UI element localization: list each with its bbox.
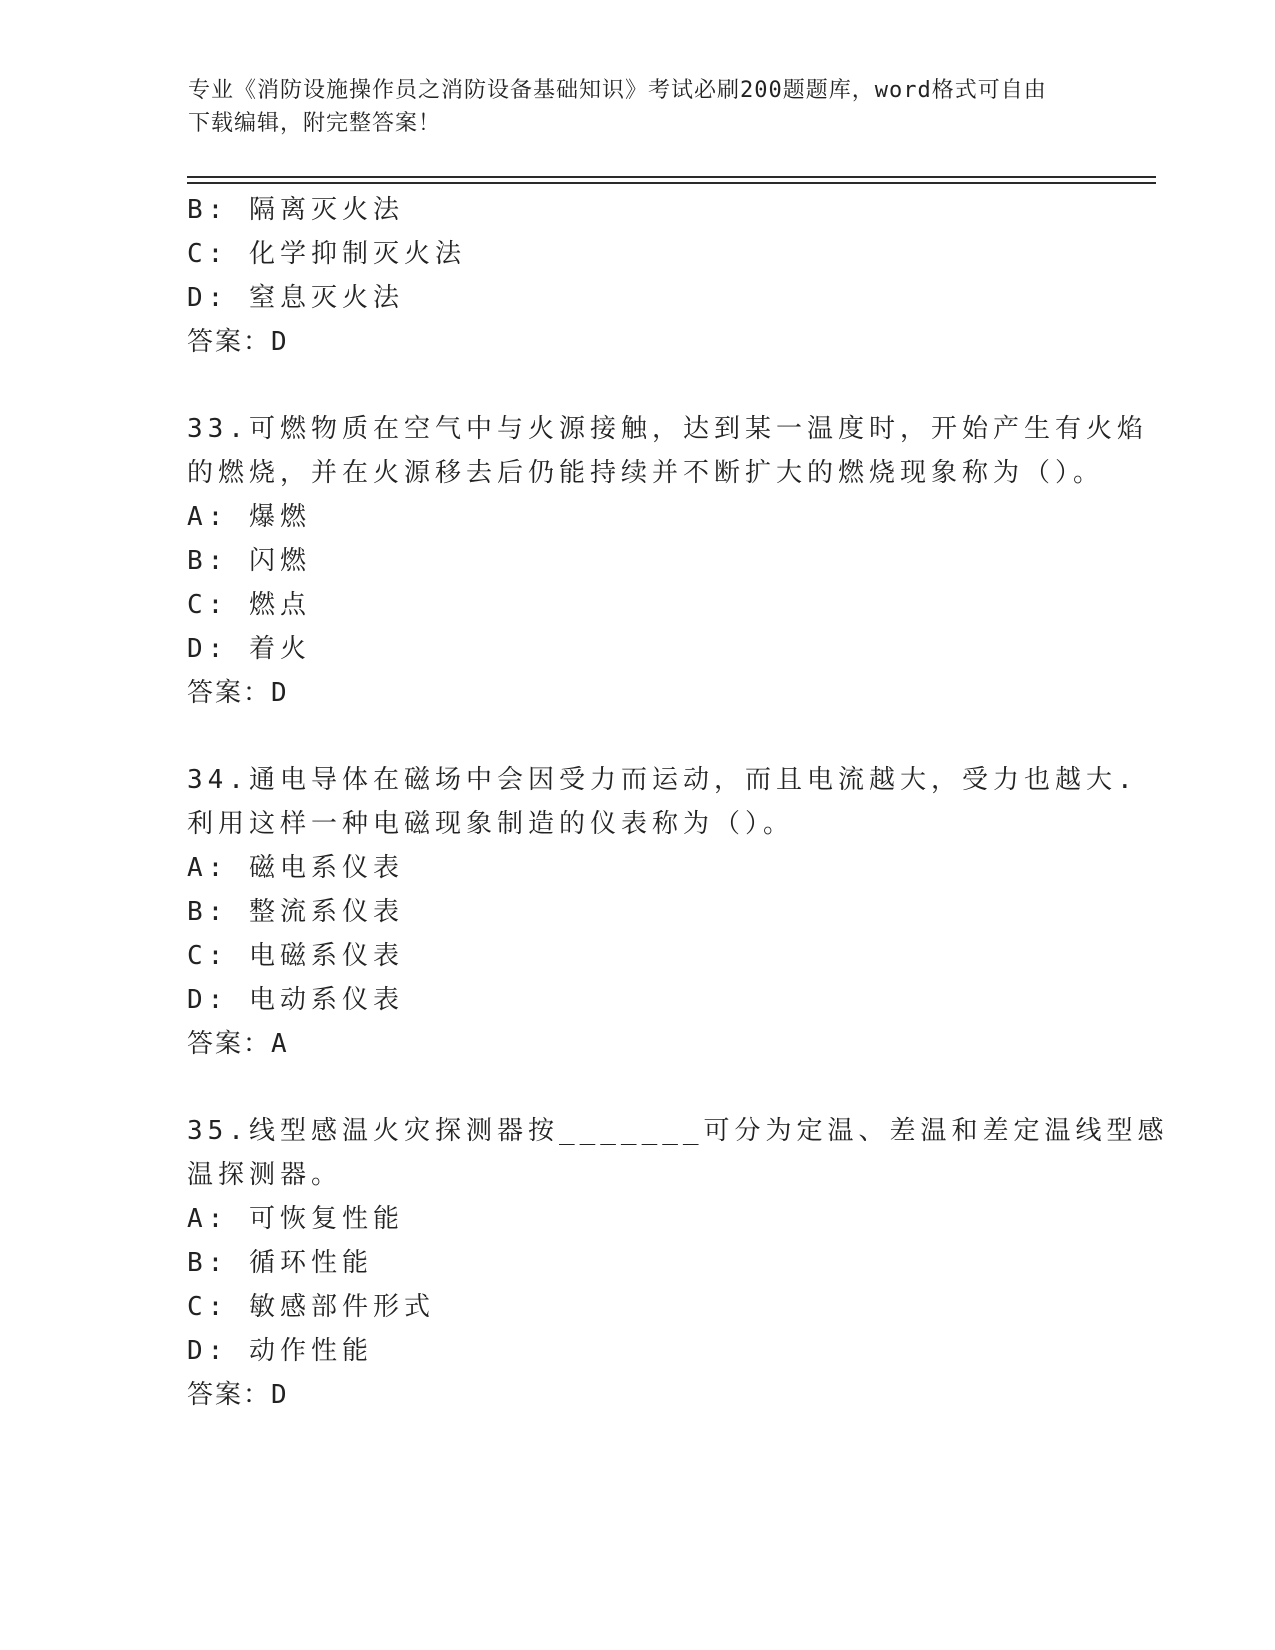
- header-divider-top: [187, 176, 1156, 178]
- option-c: C: 化学抑制灭火法: [187, 239, 466, 269]
- answer-value: D: [271, 1380, 289, 1410]
- header-divider-bottom: [187, 182, 1156, 184]
- question-33-option-d: D: 着火: [187, 634, 311, 664]
- option-d: D: 窒息灭火法: [187, 283, 404, 313]
- question-35-stem-line-1: 35.线型感温火灾探测器按_______可分为定温、差温和差定温线型感: [187, 1116, 1169, 1146]
- question-35-option-a: A: 可恢复性能: [187, 1204, 404, 1234]
- question-34-option-c: C: 电磁系仪表: [187, 941, 404, 971]
- question-35-option-d: D: 动作性能: [187, 1336, 373, 1366]
- question-33-option-a: A: 爆燃: [187, 502, 311, 532]
- question-33-option-b: B: 闪燃: [187, 546, 311, 576]
- question-35-option-c: C: 敏感部件形式: [187, 1292, 435, 1322]
- document-header: 专业《消防设施操作员之消防设备基础知识》考试必刷200题题库，word格式可自由下载编辑，附完整答案！: [188, 78, 1047, 136]
- question-35-stem-line-2: 温探测器。: [187, 1160, 343, 1190]
- answer-label: 答案：: [187, 1029, 272, 1059]
- question-33-stem-line-2: 的燃烧，并在火源移去后仍能持续并不断扩大的燃烧现象称为（）。: [187, 458, 1105, 488]
- question-33-answer: [187, 676, 289, 710]
- answer-value: A: [271, 1029, 289, 1059]
- answer-line: [187, 325, 289, 359]
- question-35-answer: [187, 1378, 289, 1412]
- question-34-option-b: B: 整流系仪表: [187, 897, 404, 927]
- question-34-answer: [187, 1027, 289, 1061]
- question-33-option-c: C: 燃点: [187, 590, 311, 620]
- answer-label: 答案：: [187, 1380, 272, 1410]
- question-34-option-a: A: 磁电系仪表: [187, 853, 404, 883]
- question-34-stem-line-2: 利用这样一种电磁现象制造的仪表称为（）。: [187, 809, 795, 839]
- question-34-option-d: D: 电动系仪表: [187, 985, 404, 1015]
- option-b: B: 隔离灭火法: [187, 195, 404, 225]
- answer-value: D: [271, 678, 289, 708]
- answer-label: 答案：: [187, 678, 272, 708]
- answer-value: D: [271, 327, 289, 357]
- question-33-stem-line-1: 33.可燃物质在空气中与火源接触，达到某一温度时，开始产生有火焰: [187, 414, 1148, 444]
- answer-label: 答案：: [187, 327, 272, 357]
- question-35-option-b: B: 循环性能: [187, 1248, 373, 1278]
- question-34-stem-line-1: 34.通电导体在磁场中会因受力而运动，而且电流越大，受力也越大.: [187, 765, 1138, 795]
